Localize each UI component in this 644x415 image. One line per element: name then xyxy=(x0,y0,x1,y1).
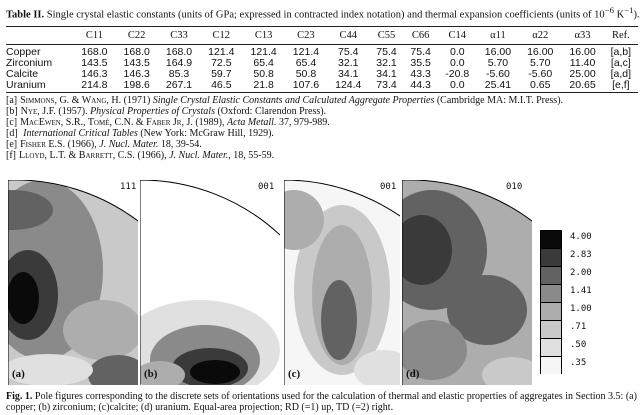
scale-swatch xyxy=(540,338,562,356)
scale-swatch xyxy=(540,356,562,374)
table-caption: Table II. Single crystal elastic constants (units of GPa; expressed in contracted index notation) and thermal expansion coefficients (units of $10^{-6}$ $K^{-1}$). xyxy=(6,5,640,21)
table-cell: 146.3 xyxy=(81,68,108,80)
scale-label: 2.00 xyxy=(570,268,592,278)
table-cell: 50.8 xyxy=(295,68,317,80)
reference-authors: Nye, J.F. xyxy=(20,106,56,117)
column-header: C11 xyxy=(85,29,103,41)
reference-item xyxy=(6,139,638,150)
table-cell: 214.8 xyxy=(81,79,108,91)
table-rule-mid xyxy=(6,44,638,45)
figure-label: Fig. 1. xyxy=(6,391,33,402)
table-cell: 25.00 xyxy=(569,68,596,80)
reference-tag: [c] xyxy=(6,117,18,128)
table-caption-text: Single crystal elastic constants (units of GPa; expressed in contracted index notation) and thermal expansion coefficients (units of 10 xyxy=(46,9,605,21)
column-header: Ref. xyxy=(611,29,630,41)
reference-year: (1966), xyxy=(65,139,100,150)
table-cell: 35.5 xyxy=(410,57,431,69)
reference-item xyxy=(6,95,638,106)
reference-title: Single Crystal Elastic Constants and Calculated Aggregate Properties xyxy=(152,95,435,106)
panel-label-a: (a) xyxy=(12,368,25,380)
table-cell: 5.70 xyxy=(530,57,551,69)
reference-authors: Fisher E.S. xyxy=(20,139,66,150)
reference-authors: MacEwen, S.R., Tomé, C.N. & Faber Jr, J. xyxy=(20,117,193,128)
reference-title: Acta Metall. xyxy=(227,117,277,128)
column-header: C12 xyxy=(212,29,231,41)
material-name: Copper xyxy=(6,46,41,58)
reference-title: Physical Properties of Crystals xyxy=(90,106,215,117)
scale-label: 1.41 xyxy=(570,286,592,296)
reference-year: (1957). xyxy=(55,106,91,117)
table-cell: 121.4 xyxy=(250,46,277,58)
table-cell: 0.65 xyxy=(530,79,551,91)
reference-item xyxy=(6,128,638,139)
pole-figure-c xyxy=(284,180,400,385)
table-cell: 0.0 xyxy=(449,57,465,69)
table-cell: 198.6 xyxy=(123,79,150,91)
reference-year: (1971) xyxy=(121,95,153,106)
column-header: C14 xyxy=(448,29,466,41)
table-cell: 65.4 xyxy=(295,57,317,69)
table-row xyxy=(6,80,638,91)
scale-label: .71 xyxy=(570,322,587,332)
table-cell: 43.3 xyxy=(410,68,431,80)
reference-rest: (Oxford: Clarendon Press). xyxy=(214,106,327,117)
reference-tag: [a] xyxy=(6,95,18,106)
scale-label: .50 xyxy=(570,340,587,350)
table-cell: 32.1 xyxy=(338,57,359,69)
panel-label-d: (d) xyxy=(406,368,420,380)
panel-label-b: (b) xyxy=(144,368,158,380)
table-cell: 16.00 xyxy=(569,46,596,58)
reference-authors: Lloyd, L.T. & Barrett, C.S. xyxy=(19,150,135,161)
reference-tag: [b] xyxy=(6,106,18,117)
table-cell: 11.40 xyxy=(569,57,596,69)
table-cell: 143.5 xyxy=(123,57,150,69)
plane-label-d: 010 xyxy=(506,182,523,192)
scale-swatch xyxy=(540,248,562,266)
table-cell: 25.41 xyxy=(484,79,512,91)
table-cell: 121.4 xyxy=(208,46,235,58)
scale-swatch xyxy=(540,266,562,284)
table-header-row xyxy=(6,26,638,44)
table-cell: 0.0 xyxy=(449,46,465,58)
table-cell: [a,d] xyxy=(610,68,632,80)
column-header: α33 xyxy=(574,29,591,41)
column-header: C55 xyxy=(377,29,396,41)
reference-year: (1966), xyxy=(134,150,170,161)
table-cell: -20.8 xyxy=(445,68,470,80)
column-header: C33 xyxy=(170,29,188,41)
reference-title: International Critical Tables xyxy=(23,128,138,139)
pole-figure-a xyxy=(8,180,138,385)
table-cell: 65.4 xyxy=(253,57,274,69)
table-cell: 50.8 xyxy=(253,68,274,80)
reference-item xyxy=(6,106,638,117)
column-header xyxy=(6,26,73,44)
table-cell: 121.4 xyxy=(292,46,320,58)
table-cell: 16.00 xyxy=(527,46,554,58)
reference-rest: 37, 979-989. xyxy=(276,117,330,128)
table-cell: 32.1 xyxy=(376,57,397,69)
contour-scale-legend xyxy=(540,230,592,374)
reference-title: J. Nucl. Mater. xyxy=(99,139,159,150)
table-cell: -5.60 xyxy=(485,68,510,80)
table-cell: 5.70 xyxy=(487,57,509,69)
reference-rest: 18, 39-54. xyxy=(158,139,202,150)
figure-caption-text: Pole figures corresponding to the discrete sets of orientations used for the calculation of thermal and elastic properties of aggregates in Section 3.5: (a) copper; (b) zirconium; (c)calcite; (d) uranium. Equal-area projection; RD (=1) up, TD (=2) right. xyxy=(6,391,637,413)
figure-caption xyxy=(6,391,638,413)
table-cell: 124.4 xyxy=(335,79,362,91)
reference-tag: [e] xyxy=(6,139,18,150)
pole-figure-b xyxy=(140,180,280,385)
table-cell: 143.5 xyxy=(81,57,108,69)
table-cell: 107.6 xyxy=(292,79,320,91)
column-header: C13 xyxy=(254,29,273,41)
table-cell: 72.5 xyxy=(211,57,232,69)
material-name: Uranium xyxy=(6,79,46,91)
reference-list xyxy=(6,95,638,161)
scale-label: 2.83 xyxy=(570,250,592,260)
table-cell: 146.3 xyxy=(123,68,150,80)
column-header: C66 xyxy=(411,29,430,41)
plane-label-c: 001 xyxy=(380,182,397,192)
constants-table xyxy=(6,26,638,91)
table-cell: [a,c] xyxy=(610,57,631,69)
reference-authors: Simmons, G. & Wang, H. xyxy=(20,95,122,106)
pole-figure-d xyxy=(402,180,532,385)
table-cell: -5.60 xyxy=(528,68,553,80)
table-cell: 85.3 xyxy=(168,68,190,80)
panel-label-c: (c) xyxy=(288,368,301,380)
table-cell: 73.4 xyxy=(376,79,397,91)
table-cell: 46.5 xyxy=(211,79,232,91)
reference-year: (1989), xyxy=(192,117,228,128)
reference-title: J. Nucl. Mater. xyxy=(169,150,229,161)
reference-item xyxy=(6,117,638,128)
column-header: C44 xyxy=(339,29,357,41)
scale-label: 1.00 xyxy=(570,304,592,314)
table-cell: 0.0 xyxy=(449,79,465,91)
table-cell: 59.7 xyxy=(211,68,232,80)
material-name: Zirconium xyxy=(6,57,53,69)
table-cell: [a,b] xyxy=(610,46,632,58)
table-cell: 75.4 xyxy=(376,46,397,58)
table-cell: 267.1 xyxy=(165,79,193,91)
scale-swatch xyxy=(540,320,562,338)
reference-rest: (Cambridge MA: M.I.T. Press). xyxy=(434,95,564,106)
column-header: C23 xyxy=(297,29,315,41)
table-cell: 21.8 xyxy=(253,79,274,91)
table-cell: 168.0 xyxy=(165,46,193,58)
table-cell: 44.3 xyxy=(410,79,431,91)
scale-swatch xyxy=(540,284,562,302)
reference-tag: [d] xyxy=(6,128,18,139)
plane-label-a: 111 xyxy=(120,182,137,192)
reference-item xyxy=(6,150,638,161)
material-name: Calcite xyxy=(6,68,39,80)
scale-swatch xyxy=(540,302,562,320)
scale-swatch xyxy=(540,230,562,248)
table-cell: 168.0 xyxy=(81,46,108,58)
table-cell: 75.4 xyxy=(338,46,359,58)
table-rule-bottom xyxy=(6,92,638,93)
scale-label: .35 xyxy=(570,358,587,368)
table-row xyxy=(6,44,638,58)
table-cell: 168.0 xyxy=(123,46,150,58)
scale-label: 4.00 xyxy=(570,232,592,242)
table-cell: 34.1 xyxy=(376,68,397,80)
table-cell: 75.4 xyxy=(410,46,431,58)
reference-rest: (New York: McGraw Hill, 1929). xyxy=(137,128,274,139)
table-cell: 164.9 xyxy=(165,57,193,69)
column-header: α11 xyxy=(490,29,506,41)
table-label: Table II. xyxy=(6,9,45,21)
table-cell: 16.00 xyxy=(484,46,512,58)
reference-tag: [f] xyxy=(6,150,16,161)
table-cell: 34.1 xyxy=(338,68,359,80)
reference-rest: , 18, 55-59. xyxy=(228,150,275,161)
table-cell: 20.65 xyxy=(569,79,596,91)
column-header: α22 xyxy=(532,29,549,41)
table-cell: [e,f] xyxy=(612,79,630,91)
plane-label-b: 001 xyxy=(258,182,275,192)
column-header: C22 xyxy=(127,29,146,41)
